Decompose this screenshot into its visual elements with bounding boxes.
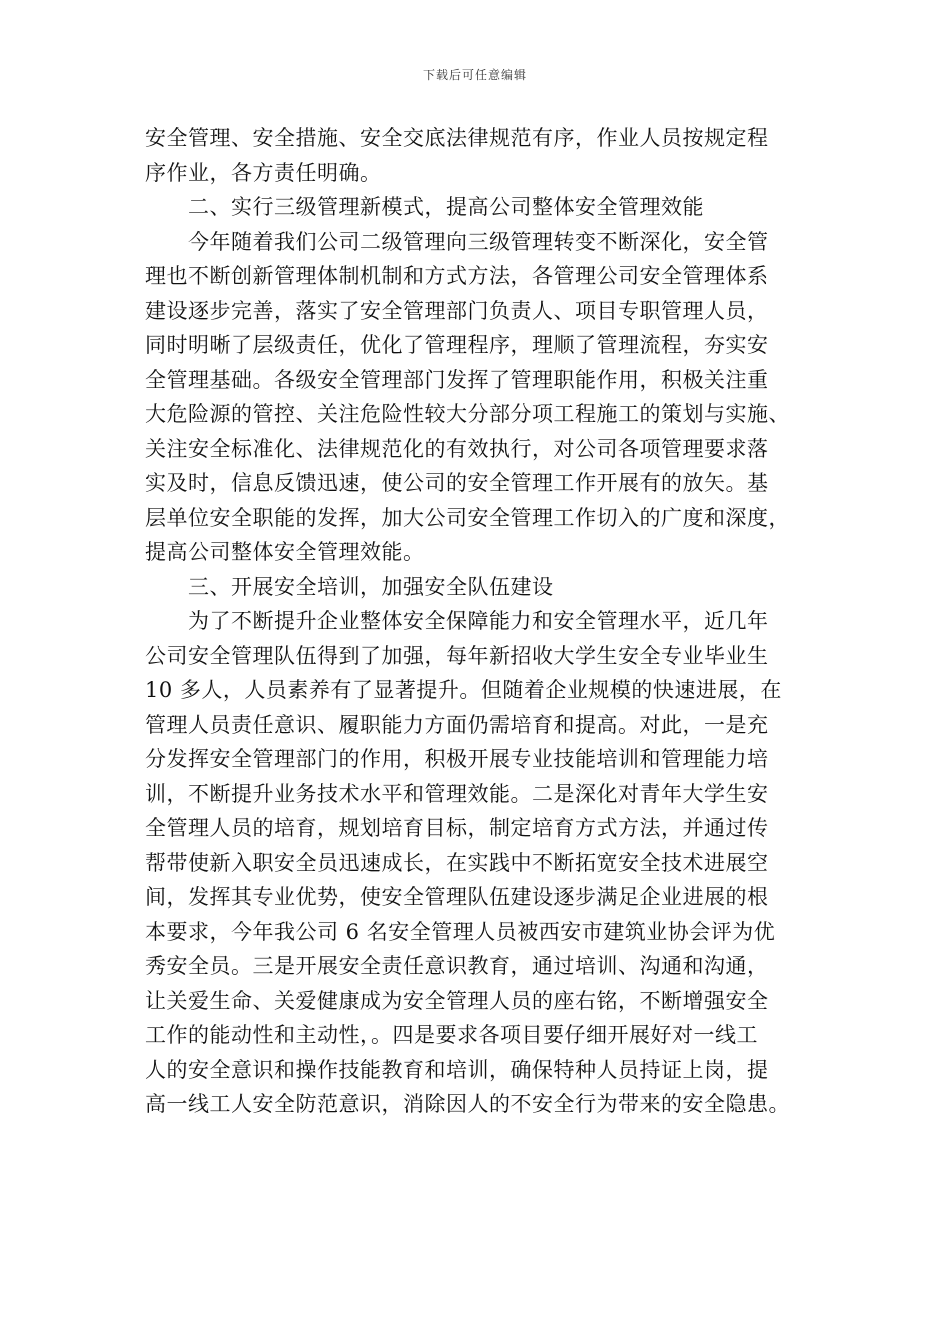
text-line: 训，不断提升业务技术水平和管理效能。二是深化对青年大学生安 <box>145 781 769 806</box>
text-line: 为了不断提升企业整体安全保障能力和安全管理水平，近几年 <box>188 609 769 633</box>
text-line: 二、实行三级管理新模式，提高公司整体安全管理效能 <box>188 195 704 219</box>
text-line: 让关爱生命、关爱健康成为安全管理人员的座右铭，不断增强安全 <box>145 988 769 1013</box>
text-line: 全管理人员的培育，规划培育目标，制定培育方式方法，并通过传 <box>145 816 769 840</box>
text-line: 层单位安全职能的发挥，加大公司安全管理工作切入的广度和深度， <box>145 505 790 530</box>
text-line: 建设逐步完善，落实了安全管理部门负责人、项目专职管理人员， <box>145 298 769 323</box>
text-line: 安全管理、安全措施、安全交底法律规范有序，作业人员按规定程 <box>145 126 769 150</box>
body-text <box>145 121 835 1122</box>
text-line: 实及时，信息反馈迅速，使公司的安全管理工作开展有的放矢。基 <box>145 471 769 495</box>
text-line: 提高公司整体安全管理效能。 <box>145 540 425 564</box>
text-line: 工作的能动性和主动性，。四是要求各项目要仔细开展好对一线工 <box>145 1023 758 1047</box>
text-line: 序作业，各方责任明确。 <box>145 160 382 185</box>
text-line: 帮带使新入职安全员迅速成长，在实践中不断拓宽安全技术进展空 <box>145 850 769 875</box>
text-line: 今年随着我们公司二级管理向三级管理转变不断深化，安全管 <box>188 229 769 254</box>
text-line: 10 多人，人员素养有了显著提升。但随着企业规模的快速进展，在 <box>145 678 782 702</box>
header-note: 下载后可任意编辑 <box>422 68 527 82</box>
text-line: 同时明晰了层级责任，优化了管理程序，理顺了管理流程，夯实安 <box>145 333 769 357</box>
text-line: 管理人员责任意识、履职能力方面仍需培育和提高。对此，一是充 <box>145 712 769 737</box>
text-line: 秀安全员。三是开展安全责任意识教育，通过培训、沟通和沟通， <box>145 954 769 978</box>
text-line: 公司安全管理队伍得到了加强，每年新招收大学生安全专业毕业生 <box>145 643 769 668</box>
text-line: 分发挥安全管理部门的作用，积极开展专业技能培训和管理能力培 <box>145 747 769 771</box>
text-line: 关注安全标准化、法律规范化的有效执行，对公司各项管理要求落 <box>145 436 769 461</box>
text-line: 间，发挥其专业优势，使安全管理队伍建设逐步满足企业进展的根 <box>145 885 769 909</box>
text-line: 大危险源的管控、关注危险性较大分部分项工程施工的策划与实施、 <box>145 402 790 426</box>
text-line: 本要求，今年我公司 6 名安全管理人员被西安市建筑业协会评为优 <box>145 919 776 944</box>
text-line: 三、开展安全培训，加强安全队伍建设 <box>188 574 554 599</box>
text-line: 全管理基础。各级安全管理部门发挥了管理职能作用，积极关注重 <box>145 367 769 392</box>
text-line: 高一线工人安全防范意识，消除因人的不安全行为带来的安全隐患。 <box>145 1092 790 1116</box>
text-line: 理也不断创新管理体制机制和方式方法，各管理公司安全管理体系 <box>145 264 769 288</box>
text-line: 人的安全意识和操作技能教育和培训，确保特种人员持证上岗，提 <box>145 1057 769 1082</box>
